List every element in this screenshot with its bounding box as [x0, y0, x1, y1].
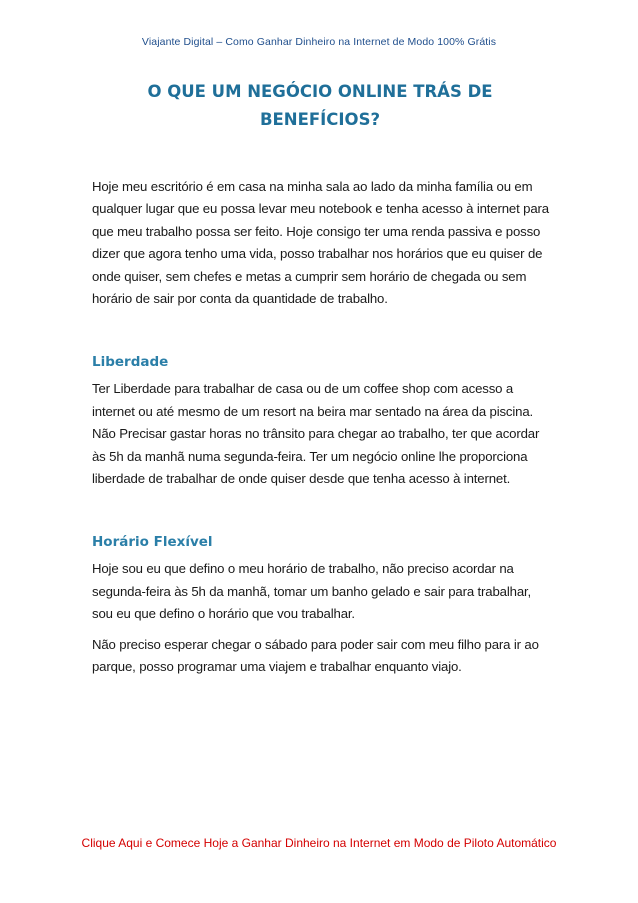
intro-paragraph: Hoje meu escritório é em casa na minha sala ao lado da minha família ou em qualquer lugar que eu possa levar meu notebook e tenha acesso à internet para que meu trabalho possa ser feito. Hoje consigo ter uma renda passiva e posso dizer que agora tenho uma vida, posso trabalhar nos horários que eu quiser de onde quiser, sem chefes e metas a cumprir sem horário de chegada ou sem horário de sair por conta da quantidade de trabalho.: [92, 179, 549, 307]
horario-paragraph-1: Hoje sou eu que defino o meu horário de trabalho, não preciso acordar na segunda-feira às 5h da manhã, tomar um banho gelado e sair para trabalhar, sou eu que defino o horário que vou trabalhar.: [92, 561, 532, 622]
horario-paragraph-2: Não preciso esperar chegar o sábado para poder sair com meu filho para ir ao parque, posso programar uma viajem e trabalhar enquanto viajo.: [92, 636, 539, 675]
document-body: [92, 176, 552, 679]
running-footer: [80, 836, 558, 851]
liberdade-paragraph: Ter Liberdade para trabalhar de casa ou de um coffee shop com acesso a internet ou até mesmo de um resort na beira mar sentado na área da piscina. Não Precisar gastar horas no trânsito para chegar ao trabalho, ter que acordar às 5h da manhã numa segunda-feira. Ter um negócio online lhe proporciona liberdade de trabalhar de onde quiser desde que tenha acesso à internet.: [92, 381, 540, 487]
section-heading-liberdade: Liberdade: [92, 354, 169, 371]
running-header: Viajante Digital – Como Ganhar Dinheiro na Internet de Modo 100% Grátis: [141, 36, 497, 48]
page-title: O QUE UM NEGÓCIO ONLINE TRÁS DE BENEFÍCIOS?: [147, 82, 493, 129]
footer-cta-link[interactable]: Clique Aqui e Comece Hoje a Ganhar Dinheiro na Internet em Modo de Piloto Automático: [81, 836, 557, 850]
section-heading-horario-flexivel: Horário Flexível: [92, 534, 213, 551]
